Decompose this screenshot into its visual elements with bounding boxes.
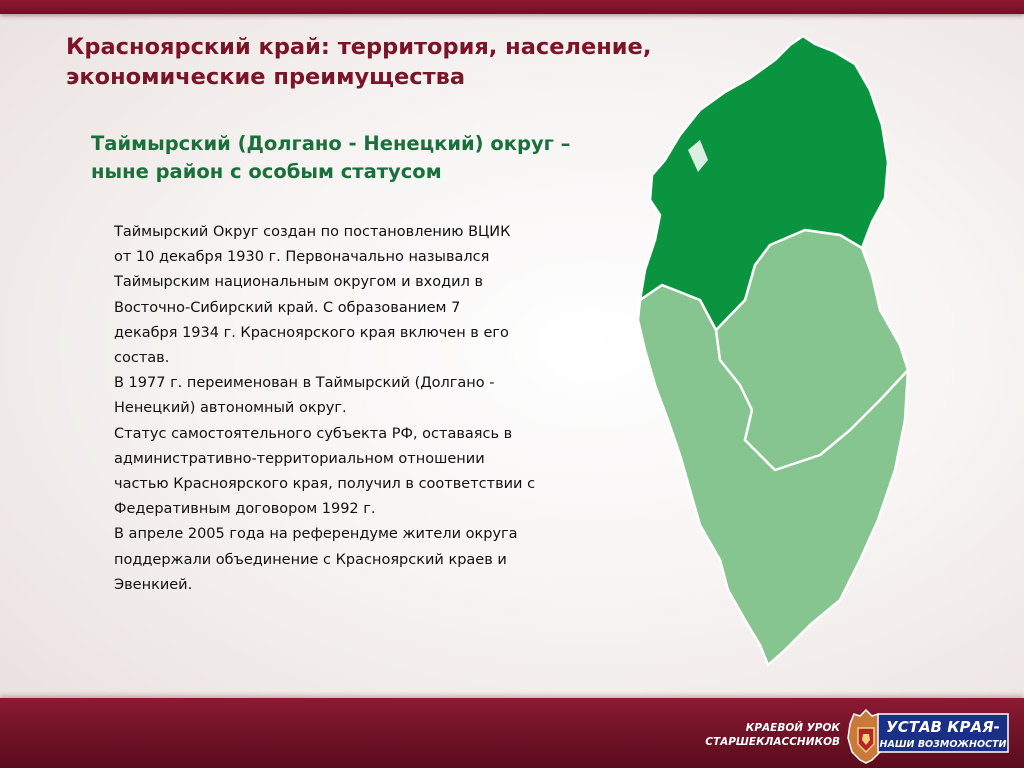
ustav-logo — [876, 712, 1010, 754]
krasnoyarsk-map — [630, 30, 920, 680]
logo-line1: УСТАВ КРАЯ- — [886, 718, 1000, 736]
slide-subtitle: Таймырский (Долгано - Ненецкий) округ – ныне район с особым статусом — [91, 132, 571, 183]
slide-body-text: Таймырский Округ создан по постановлению ВЦИК от 10 декабря 1930 г. Первоначально назывался Таймырским национальным округом и входил в Восточно-Сибирский край. С образованием 7 декабря 1934 г. Красноярского края включен в его состав. В 1977 г. переименован в Таймырский (Долгано - Ненецкий) автономный округ. Статус самостоятельного субъекта РФ, оставаясь в административно-территориальном отношении частью Красноярского края, получил в соответствии с Федеративным договором 1992 г. В апреле 2005 года на референдуме жители округа поддержали объединение с Красноярский краев и Эвенкией. — [114, 224, 536, 593]
slide-title: Красноярский край: территория, население, экономические преимущества — [66, 34, 652, 90]
top-band — [0, 0, 1024, 14]
footer-caption — [700, 721, 840, 749]
footer-caption-line1: КРАЕВОЙ УРОК — [745, 722, 840, 734]
logo-line2: НАШИ ВОЗМОЖНОСТИ — [879, 739, 1007, 750]
footer-caption-line2: СТАРШЕКЛАССНИКОВ — [705, 736, 840, 748]
